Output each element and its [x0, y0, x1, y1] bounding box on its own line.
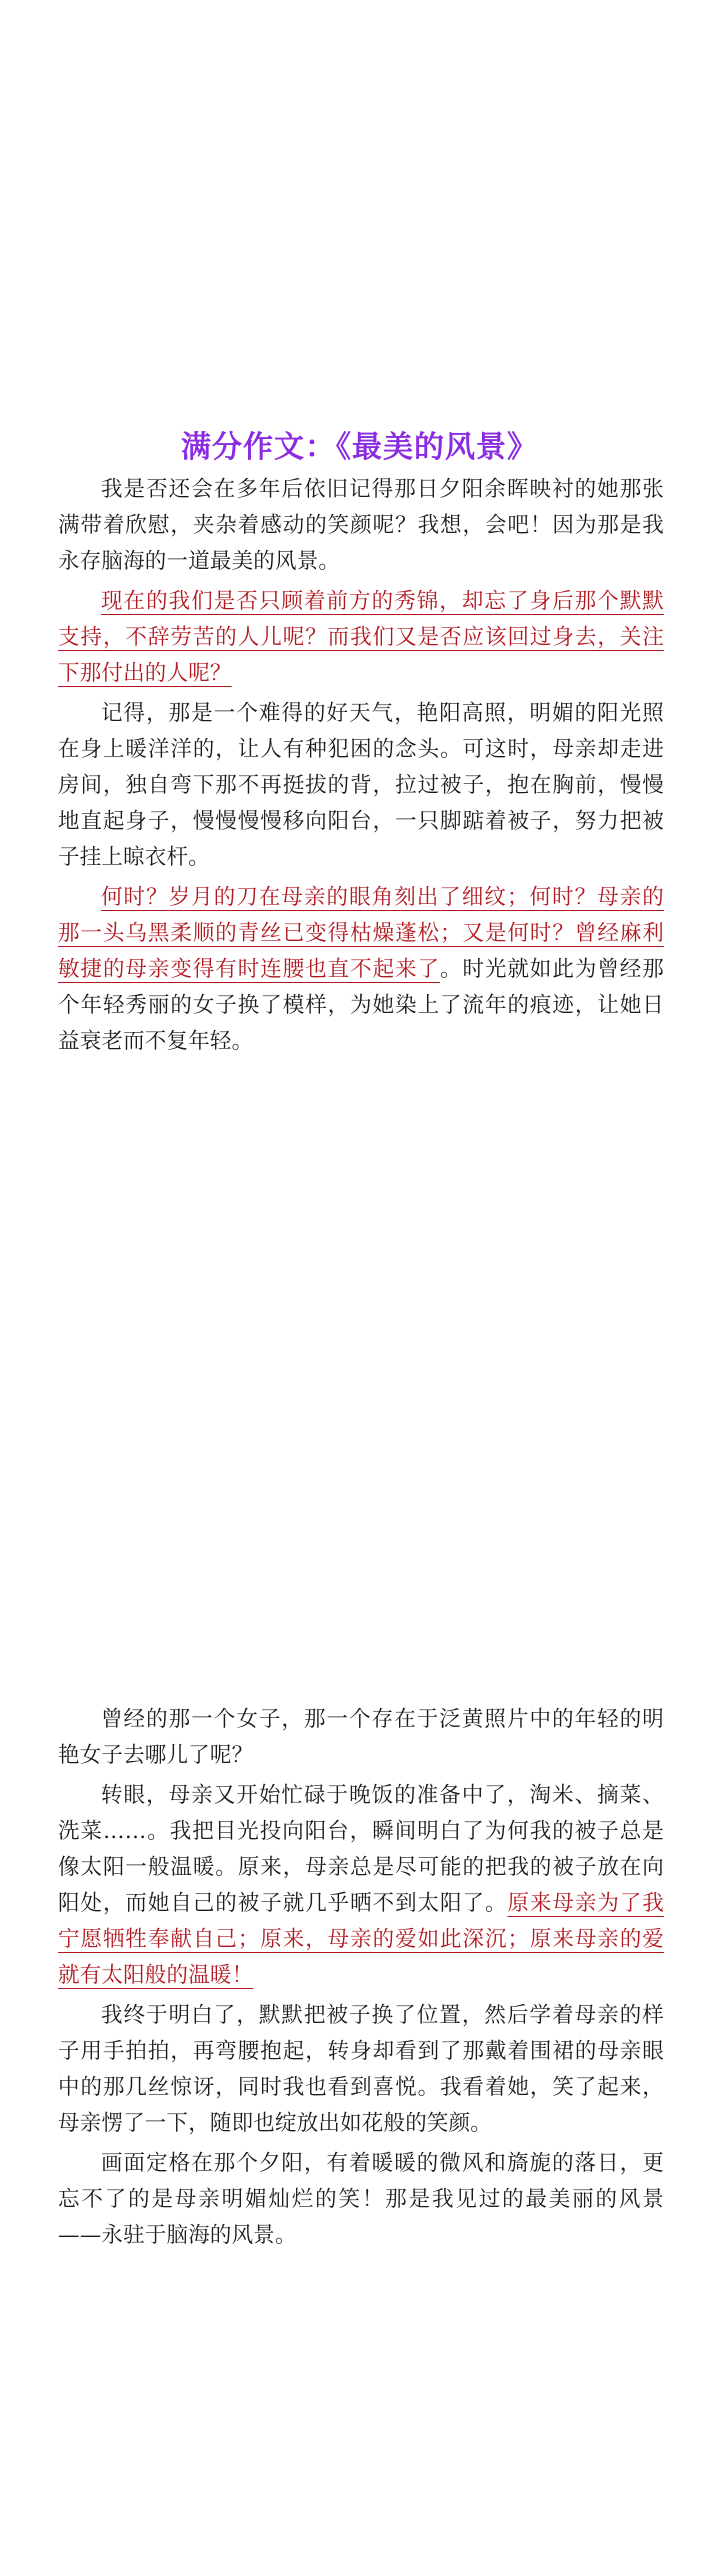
paragraph-memory: 记得，那是一个难得的好天气，艳阳高照，明媚的阳光照在身上暖洋洋的，让人有种犯困的念头。可这时，母亲却走进房间，独自弯下那不再挺拔的背，拉过被子，抱在胸前，慢慢地直起身子，慢慢慢慢移向阳台，一只脚踮着被子，努力把被子挂上晾衣杆。 [58, 701, 664, 870]
highlighted-text: 现在的我们是否只顾着前方的秀锦，却忘了身后那个默默支持，不辞劳苦的人儿呢？而我们又是否应该回过身去，关注下那付出的人呢？ [58, 589, 664, 686]
paragraph-photo: 曾经的那一个女子，那一个存在于泛黄照片中的年轻的明艳女子去哪儿了呢？ [58, 1707, 664, 1768]
paragraph-intro: 我是否还会在多年后依旧记得那日夕阳余晖映衬的她那张满带着欣慰，夹杂着感动的笑颜呢？我想，会吧！因为那是我永存脑海的一道最美的风景。 [58, 477, 664, 574]
paragraph-dinner [58, 1778, 664, 1994]
highlighted-text: 原来母亲为了我宁愿牺牲奉献自己；原来，母亲的爱如此深沉；原来母亲的爱就有太阳般的温暖！ [58, 1891, 664, 1988]
essay-section-2 [58, 1702, 664, 2254]
paragraph-highlight-question [58, 584, 664, 692]
paragraph-ending: 画面定格在那个夕阳，有着暖暖的微风和旖旎的落日，更忘不了的是母亲明媚灿烂的笑！那是我见过的最美丽的风景——永驻于脑海的风景。 [58, 2151, 664, 2248]
highlighted-text: 何时？岁月的刀在母亲的眼角刻出了细纹；何时？母亲的那一头乌黑柔顺的青丝已变得枯燥蓬松；又是何时？曾经麻利敏捷的母亲变得有时连腰也直不起来了 [58, 885, 664, 982]
paragraph-time [58, 880, 664, 1060]
paragraph-understanding: 我终于明白了，默默把被子换了位置，然后学着母亲的样子用手拍拍，再弯腰抱起，转身却看到了那戴着围裙的母亲眼中的那几丝惊讶，同时我也看到喜悦。我看着她，笑了起来，母亲愣了一下，随即也绽放出如花般的笑颜。 [58, 2003, 664, 2136]
essay-title: 满分作文：《最美的风景》 [181, 430, 538, 465]
essay-section-1 [58, 472, 664, 1060]
paragraph-text: 。时光就如此为曾经那个年轻秀丽的女子换了模样，为她染上了流年的痕迹，让她日益衰老而不复年轻。 [58, 957, 664, 1054]
paragraph-text: 转眼，母亲又开始忙碌于晚饭的准备中了，淘米、摘菜、洗菜……。我把目光投向阳台，瞬间明白了为何我的被子总是像太阳一般温暖。原来，母亲总是尽可能的把我的被子放在向阳处，而她自己的被子就几乎晒不到太阳了。 [58, 1783, 664, 1916]
